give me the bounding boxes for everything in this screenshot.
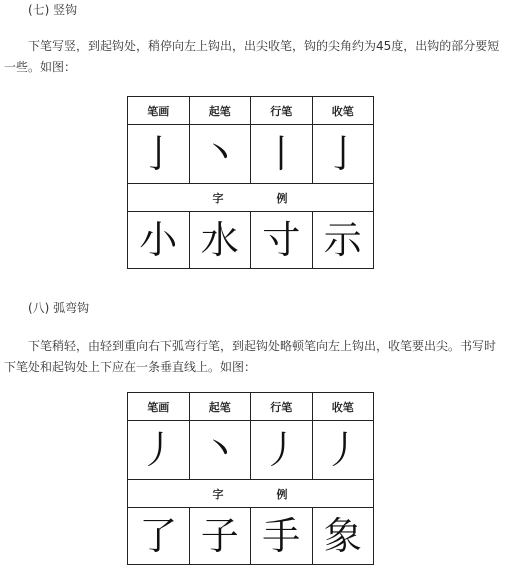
- section-heading: (八) 弧弯钩: [28, 301, 90, 315]
- example-char: 了: [128, 508, 190, 565]
- example-char: 子: [189, 508, 251, 565]
- stroke-row: [128, 421, 374, 480]
- example-label: 例: [276, 487, 289, 501]
- example-char: 示: [312, 212, 374, 269]
- stroke-table: [127, 96, 374, 269]
- example-char: 寸: [251, 212, 313, 269]
- example-label-row: [128, 480, 374, 508]
- stroke-glyph: 亅: [128, 125, 190, 184]
- header-cell: 起笔: [189, 97, 251, 125]
- example-label: 字: [212, 191, 225, 205]
- stroke-glyph: 丶: [189, 421, 251, 480]
- example-label-cell: [128, 184, 374, 212]
- example-char: 小: [128, 212, 190, 269]
- stroke-glyph: 丿: [312, 421, 374, 480]
- stroke-row: [128, 125, 374, 184]
- stroke-glyph: 亅: [312, 125, 374, 184]
- section-heading: (七) 竖钩: [28, 3, 78, 17]
- example-row: [128, 508, 374, 565]
- header-cell: 行笔: [251, 393, 313, 421]
- header-cell: 收笔: [312, 97, 374, 125]
- example-label: 例: [276, 191, 289, 205]
- stroke-glyph: 丿: [251, 421, 313, 480]
- example-char: 水: [189, 212, 251, 269]
- section-paragraph: 下笔稍轻，由轻到重向右下弧弯行笔，到起钩处略顿笔向左上钩出，收笔要出尖。书写时下笔处和起钩处上下应在一条垂直线上。如图：: [4, 339, 497, 374]
- section-paragraph: 下笔写竖，到起钩处，稍停向左上钩出，出尖收笔，钩的尖角约为45度，出钩的部分要短一些。如图：: [4, 39, 500, 74]
- table-header-row: [128, 393, 374, 421]
- stroke-glyph: 丨: [251, 125, 313, 184]
- stroke-glyph: 丿: [128, 421, 190, 480]
- header-cell: 起笔: [189, 393, 251, 421]
- header-cell: 收笔: [312, 393, 374, 421]
- example-char: 象: [312, 508, 374, 565]
- example-label-cell: [128, 480, 374, 508]
- header-cell: 笔画: [128, 97, 190, 125]
- example-row: [128, 212, 374, 269]
- stroke-table: [127, 392, 374, 565]
- stroke-glyph: 丶: [189, 125, 251, 184]
- example-char: 手: [251, 508, 313, 565]
- table-header-row: [128, 97, 374, 125]
- example-label-row: [128, 184, 374, 212]
- header-cell: 笔画: [128, 393, 190, 421]
- example-label: 字: [212, 487, 225, 501]
- header-cell: 行笔: [251, 97, 313, 125]
